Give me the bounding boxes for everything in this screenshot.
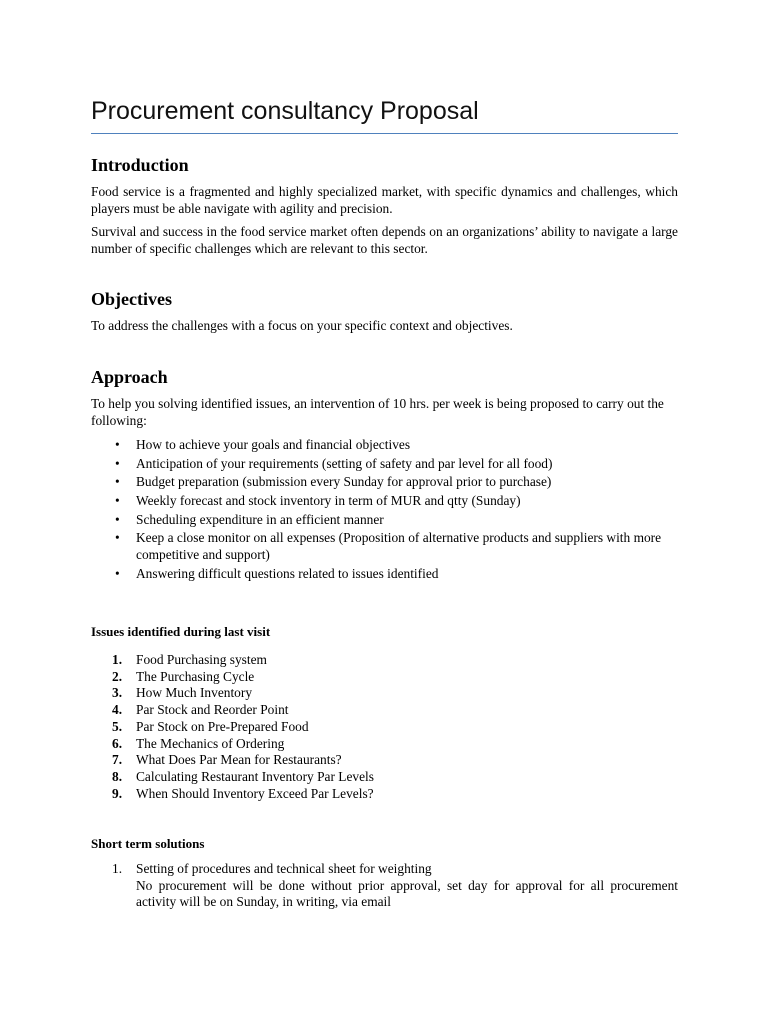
bullet-icon: • xyxy=(115,474,120,490)
list-item xyxy=(91,736,678,753)
introduction-section xyxy=(91,154,678,257)
bullet-icon: • xyxy=(115,493,120,509)
list-number: 2. xyxy=(112,668,123,684)
approach-section xyxy=(91,366,678,584)
list-item-text: Calculating Restaurant Inventory Par Levels xyxy=(136,768,374,784)
list-number: 8. xyxy=(112,768,123,784)
list-item xyxy=(91,685,678,702)
bullet-icon: • xyxy=(115,565,120,581)
list-item-text: Par Stock on Pre-Prepared Food xyxy=(136,718,309,734)
objectives-heading: Objectives xyxy=(91,289,172,309)
short-term-numbered-list xyxy=(91,861,678,911)
list-item xyxy=(91,437,678,454)
list-item xyxy=(91,474,678,491)
list-item-text: How Much Inventory xyxy=(136,685,253,701)
list-number: 1. xyxy=(112,652,123,667)
list-number: 3. xyxy=(112,685,123,701)
list-item-text: Scheduling expenditure in an efficient manner xyxy=(136,511,384,527)
approach-bullet-list xyxy=(91,437,678,582)
list-item-detail: No procurement will be done without prior approval, set day for approval for all procurement activity will be on Sunday, in writing, via email xyxy=(136,877,678,910)
list-item xyxy=(91,530,678,563)
list-number: 4. xyxy=(112,702,123,718)
list-item xyxy=(91,669,678,686)
list-item xyxy=(91,769,678,786)
list-item xyxy=(91,702,678,719)
bullet-icon: • xyxy=(115,530,120,546)
approach-heading: Approach xyxy=(91,367,168,387)
list-number: 5. xyxy=(112,718,123,734)
list-number: 9. xyxy=(112,785,123,801)
list-number: 7. xyxy=(112,752,123,768)
list-item xyxy=(91,512,678,529)
introduction-paragraph: Survival and success in the food service market often depends on an organizations’ ability to navigate a large number of specific challenges which are relevant to this sector. xyxy=(91,224,678,256)
list-item-text: The Purchasing Cycle xyxy=(136,668,255,684)
list-item xyxy=(91,456,678,473)
list-item-text: Budget preparation (submission every Sunday for approval prior to purchase) xyxy=(136,474,552,490)
list-item-text: Setting of procedures and technical sheet for weighting xyxy=(136,861,432,876)
list-item xyxy=(91,566,678,583)
list-item xyxy=(91,719,678,736)
objectives-section xyxy=(91,288,678,335)
list-item xyxy=(91,861,678,911)
list-item-text: Anticipation of your requirements (setting of safety and par level for all food) xyxy=(136,455,553,471)
list-item-text: When Should Inventory Exceed Par Levels? xyxy=(136,785,374,801)
list-item-text: How to achieve your goals and financial objectives xyxy=(136,437,411,452)
list-number: 6. xyxy=(112,735,123,751)
issues-section xyxy=(91,623,678,802)
document-title: Procurement consultancy Proposal xyxy=(91,97,479,125)
issues-heading: Issues identified during last visit xyxy=(91,624,271,639)
short-term-section xyxy=(91,835,678,911)
approach-intro: To help you solving identified issues, an intervention of 10 hrs. per week is being proposed to carry out the following: xyxy=(91,396,664,428)
list-item xyxy=(91,786,678,803)
list-item xyxy=(91,652,678,669)
list-item-text: What Does Par Mean for Restaurants? xyxy=(136,752,342,768)
introduction-heading: Introduction xyxy=(91,155,189,175)
introduction-paragraph: Food service is a fragmented and highly specialized market, with specific dynamics and challenges, which players must be able navigate with agility and precision. xyxy=(91,184,678,216)
bullet-icon: • xyxy=(115,437,120,452)
list-item-text: The Mechanics of Ordering xyxy=(136,735,285,751)
list-item-text: Food Purchasing system xyxy=(136,652,267,667)
issues-numbered-list xyxy=(91,652,678,802)
list-number: 1. xyxy=(112,861,123,876)
title-divider xyxy=(91,133,678,134)
objectives-text: To address the challenges with a focus on your specific context and objectives. xyxy=(91,318,513,333)
bullet-icon: • xyxy=(115,455,120,471)
list-item-text: Keep a close monitor on all expenses (Proposition of alternative products and suppliers with more competitive and support) xyxy=(136,530,662,562)
short-term-heading: Short term solutions xyxy=(91,836,205,851)
list-item xyxy=(91,752,678,769)
list-item-text: Par Stock and Reorder Point xyxy=(136,702,289,718)
list-item-text: Weekly forecast and stock inventory in term of MUR and qtty (Sunday) xyxy=(136,493,521,509)
bullet-icon: • xyxy=(115,511,120,527)
list-item-text: Answering difficult questions related to issues identified xyxy=(136,565,439,581)
list-item xyxy=(91,493,678,510)
